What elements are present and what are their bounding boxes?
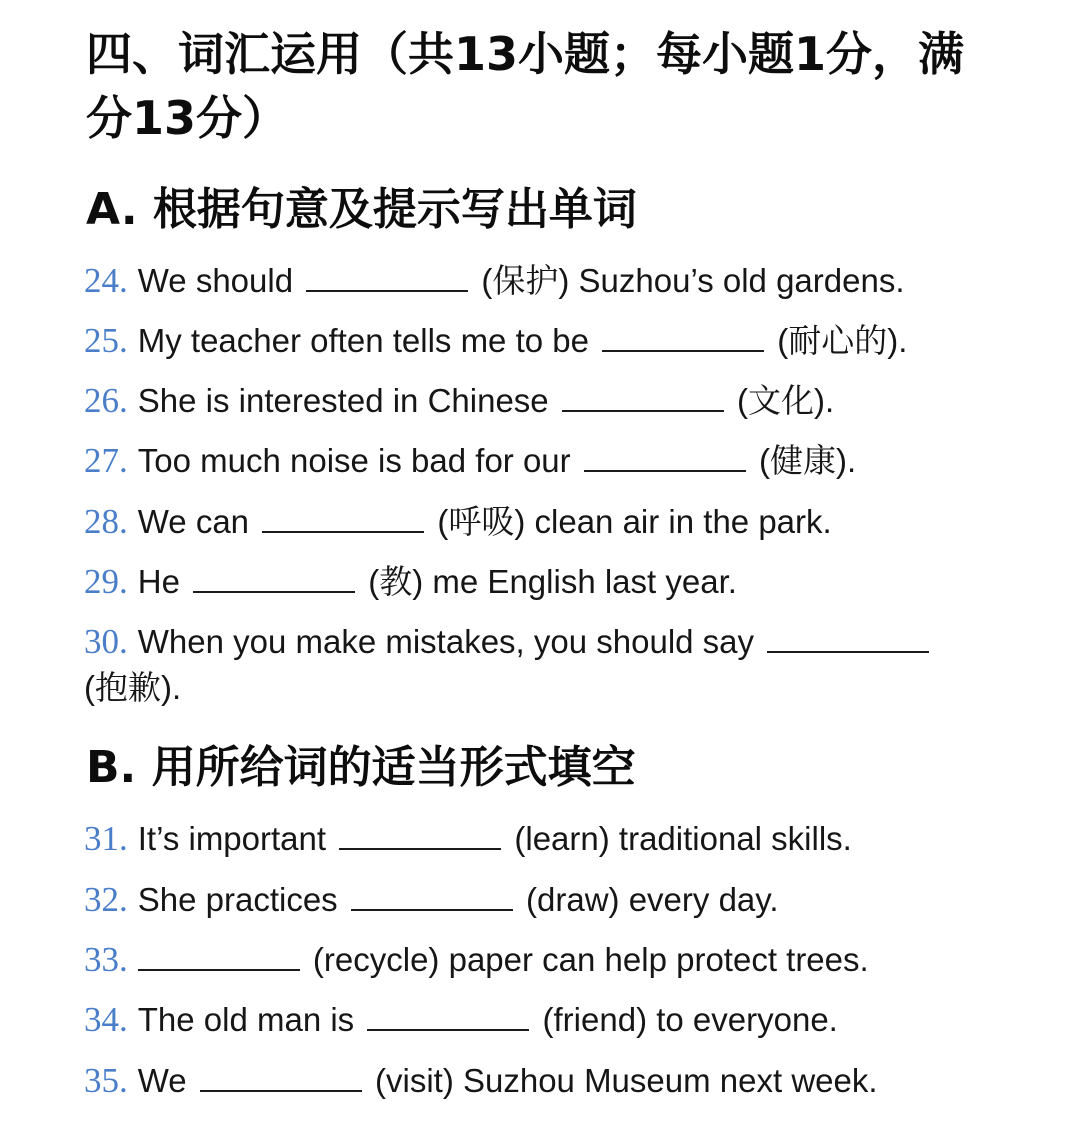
answer-blank[interactable]: [602, 320, 764, 352]
question-text-before: My teacher often tells me to be: [137, 322, 599, 359]
question-number: 30.: [84, 622, 128, 661]
question-text-after: (recycle) paper can help protect trees.: [303, 941, 869, 978]
question-text-after: (draw) every day.: [516, 881, 779, 918]
question-number: 35.: [84, 1061, 128, 1100]
question-24: [84, 258, 1024, 304]
answer-blank[interactable]: [138, 939, 300, 971]
question-text-before: We should: [137, 262, 303, 299]
question-27: [84, 438, 1024, 484]
question-text-after: (呼吸) clean air in the park.: [428, 503, 832, 540]
question-26: [84, 378, 1024, 424]
question-number: 27.: [84, 441, 128, 480]
question-31: [84, 816, 1024, 862]
answer-blank[interactable]: [351, 879, 513, 911]
question-number: 24.: [84, 261, 128, 300]
question-text-after: (friend) to everyone.: [533, 1001, 838, 1038]
question-29: [84, 559, 1024, 605]
question-30: [84, 619, 1019, 711]
question-34: [84, 997, 1024, 1043]
answer-blank[interactable]: [767, 621, 929, 653]
question-text-before: He: [137, 563, 190, 600]
question-text-after: (耐心的).: [768, 322, 908, 359]
question-number: 25.: [84, 321, 128, 360]
page-title: 四、词汇运用（共13小题；每小题1分，满分13分）: [86, 27, 965, 145]
question-35: [84, 1058, 1024, 1104]
question-number: 29.: [84, 562, 128, 601]
question-text-before: She practices: [137, 881, 347, 918]
answer-blank[interactable]: [262, 501, 424, 533]
section-a-heading: A. 根据句意及提示写出单词: [86, 184, 637, 235]
question-text-after: (健康).: [749, 442, 857, 479]
answer-blank[interactable]: [367, 999, 529, 1031]
question-text-before: We: [137, 1062, 196, 1099]
answer-blank[interactable]: [200, 1060, 362, 1092]
answer-blank[interactable]: [339, 818, 501, 850]
answer-blank[interactable]: [584, 440, 746, 472]
answer-blank[interactable]: [306, 260, 468, 292]
question-text-after: (保护) Suzhou’s old gardens.: [472, 262, 905, 299]
question-number: 32.: [84, 880, 128, 919]
question-number: 33.: [84, 940, 128, 979]
question-text-before: The old man is: [137, 1001, 364, 1038]
section-b-heading: B. 用所给词的适当形式填空: [86, 742, 636, 793]
question-text-before: When you make mistakes, you should say: [137, 623, 764, 660]
question-28: [84, 499, 1024, 545]
question-text-after: (文化).: [727, 382, 835, 419]
question-number: 34.: [84, 1000, 128, 1039]
question-number: 31.: [84, 819, 128, 858]
question-text-before: We can: [137, 503, 259, 540]
question-text-after: (教) me English last year.: [359, 563, 737, 600]
question-text-after: (learn) traditional skills.: [505, 820, 852, 857]
question-33: [84, 937, 1024, 983]
question-text-before: It’s important: [137, 820, 336, 857]
question-number: 28.: [84, 502, 128, 541]
answer-blank[interactable]: [193, 561, 355, 593]
question-text-before: Too much noise is bad for our: [137, 442, 580, 479]
answer-blank[interactable]: [562, 380, 724, 412]
question-text-before: She is interested in Chinese: [137, 382, 558, 419]
question-25: [84, 318, 1024, 364]
question-text-after: (visit) Suzhou Museum next week.: [365, 1062, 878, 1099]
question-32: [84, 877, 1024, 923]
question-text-after: (抱歉).: [84, 669, 182, 706]
question-number: 26.: [84, 381, 128, 420]
